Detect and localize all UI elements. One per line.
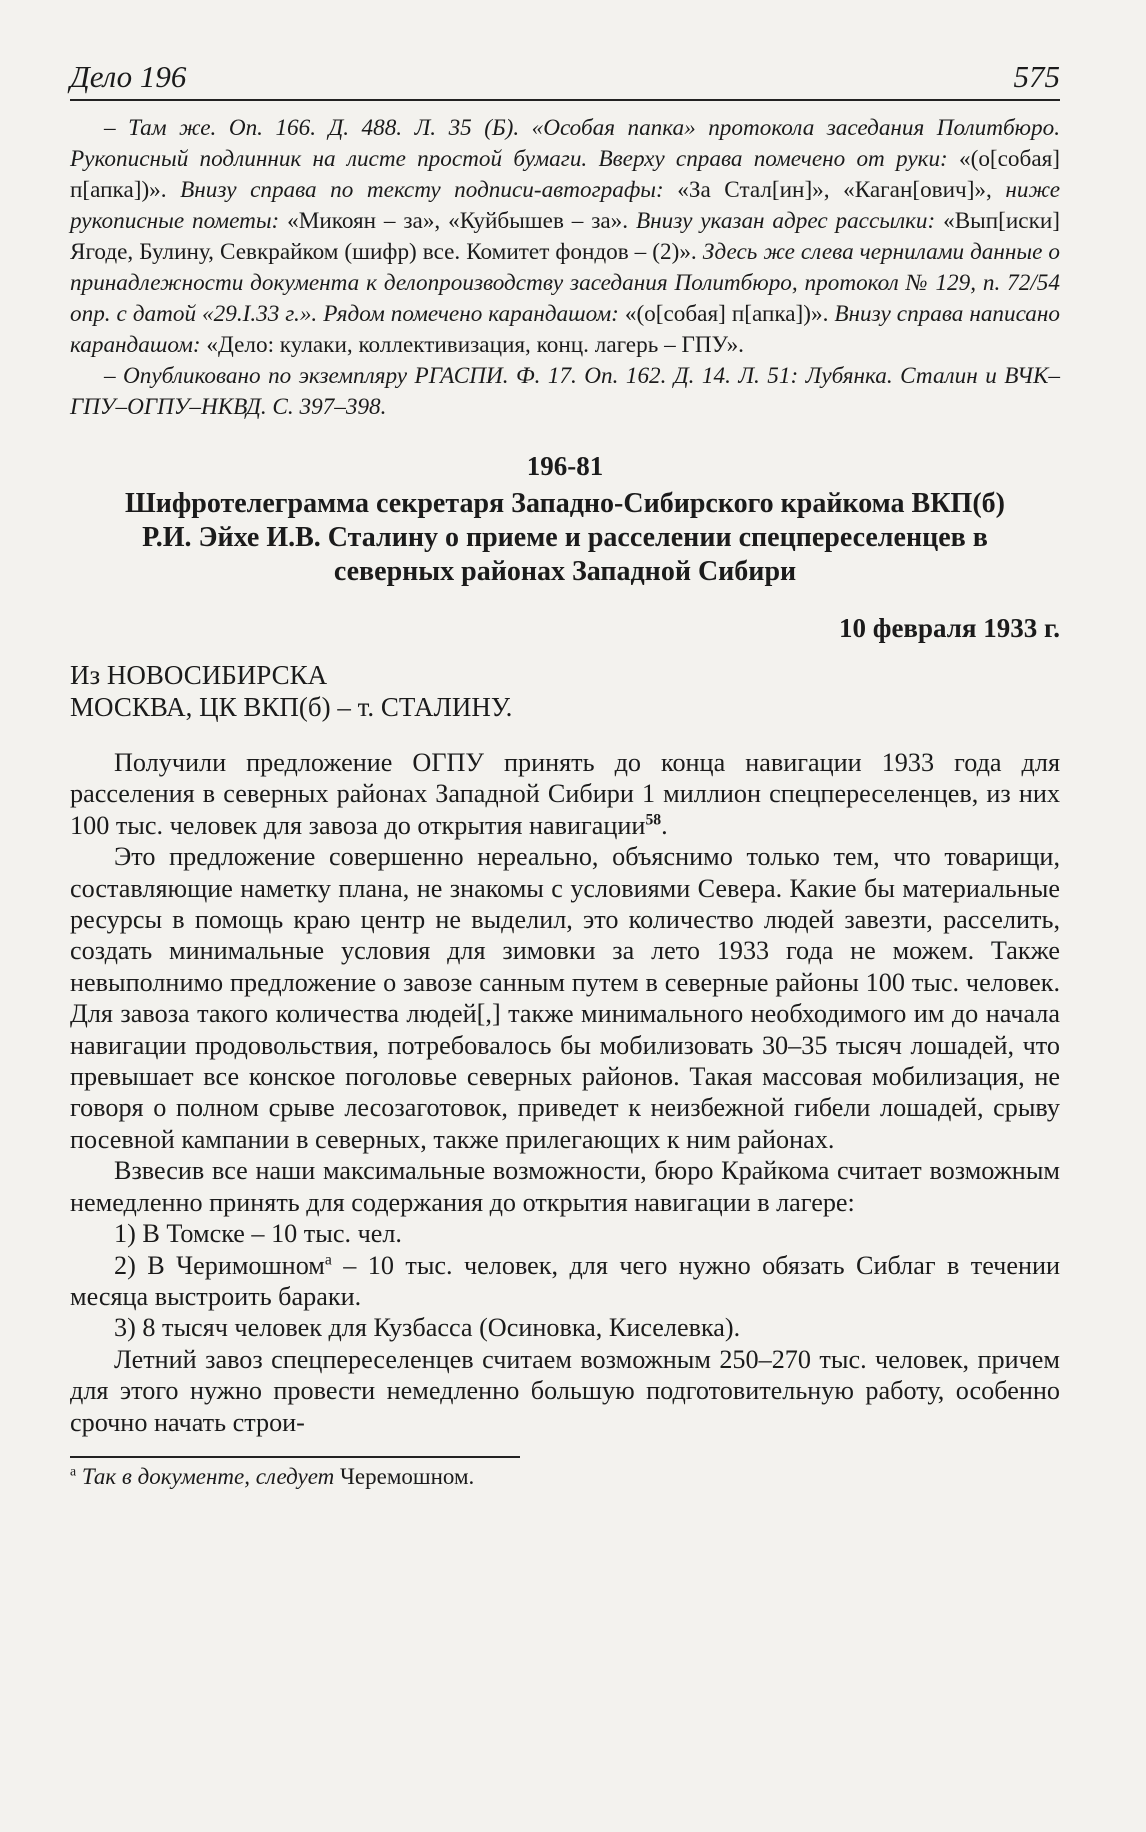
body-paragraph-2: Это предложение совершенно нереально, объяснимо только тем, что товарищи, составляющие наметку плана, не знакомы с условиями Севера. Какие бы материальные ресурсы в помощь краю центр не выделил, это количество людей завезти, расселить, создать минимальные условия для зимовки за лето 1933 года не можем. Также невыполнимо предложение о завозе санным путем в северные районы 100 тыс. человек. Для завоза такого количества людей[,] также минимального необходимого им до начала навигации продовольствия, потребовалось бы мобилизовать 30–35 тысяч лошадей, что превышает все конское поголовье северных районов. Такая массовая мобилизация, не говоря о полном срыве лесозаготовок, приведет к неизбежной гибели лошадей, срыву посевной кампании в северных, также прилегающих к ним районах.: [70, 842, 1060, 1154]
list-item-1: 1) В Томске – 10 тыс. чел.: [114, 1219, 402, 1249]
body-paragraph-3: Взвесив все наши максимальные возможности, бюро Крайкома считает возможным немедленно принять для содержания до открытия навигации в лагере:: [70, 1156, 1060, 1217]
list-item-3: 3) 8 тысяч человек для Кузбасса (Осиновка, Киселевка).: [114, 1313, 741, 1343]
footnote: $^а$ Так в документе, следует Черемошном.: [70, 1463, 475, 1489]
note-reference: 58: [645, 811, 662, 829]
publication-note: – Опубликовано по экземпляру РГАСПИ. Ф. 17. Оп. 162. Д. 14. Л. 51: Лубянка. Сталин и ВЧК–ГПУ–ОГПУ–НКВД. С. 397–398.: [70, 363, 1060, 420]
document-title: Шифротелеграмма секретаря Западно-Сибирского крайкома ВКП(б) Р.И. Эйхе И.В. Сталину о приеме и расселении спецпереселенцев в северных районах Западной Сибири: [125, 488, 1005, 587]
footnote-mark: а: [70, 1463, 77, 1479]
document-date: 10 февраля 1933 г.: [839, 613, 1060, 643]
archival-source-note: [70, 113, 1060, 423]
sender-line: Из НОВОСИБИРСКА: [70, 660, 328, 690]
case-number: Дело 196: [70, 59, 187, 94]
page: [70, 58, 1060, 1492]
recipient-line: МОСКВА, ЦК ВКП(б) – т. СТАЛИНУ.: [70, 692, 513, 722]
source-note-paragraph: – Там же. Оп. 166. Д. 488. Л. 35 (Б). «Особая папка» протокола заседания Политбюро. Рукописный подлинник на листе простой бумаги. Вверху справа помечено от руки: «(о[собая] п[апка])». Внизу справа по тексту подписи-автографы: «За Стал[ин]», «Каган[ович]», ниже рукописные пометы: «Микоян – за», «Куйбышев – за». Внизу указан адрес рассылки: «Вып[иски] Ягоде, Булину, Севкрайком (шифр) все. Комитет фондов – (2)». Здесь же слева чернилами данные о принадлежности документа к делопроизводству заседания Политбюро, протокол № 129, п. 72/54 опр. с датой «29.I.33 г.». Рядом помечено карандашом: «(о[собая] п[апка])». Внизу справа написано карандашом: «Дело: кулаки, коллективизация, конц. лагерь – ГПУ».: [70, 115, 1061, 358]
body-paragraph-1: Получили предложение ОГПУ принять до конца навигации 1933 года для расселения в северных районах Западной Сибири 1 миллион спецпереселенцев, из них 100 тыс. человек для завоза до открытия навигации$^{58}$.: [70, 748, 1060, 840]
page-number: 575: [1013, 59, 1060, 94]
document-body: [70, 747, 1060, 1438]
address-block: [70, 659, 1060, 723]
body-paragraph-4: Летний завоз спецпереселенцев считаем возможным 250–270 тыс. человек, причем для этого нужно провести немедленно большую подготовительную работу, особенно срочно начать строи-: [70, 1344, 1060, 1437]
running-header: [70, 58, 1060, 101]
document-number: 196-81: [526, 451, 604, 481]
footnote-marker: а: [324, 1250, 332, 1268]
list-item-2: 2) В Черимошном$^а$ – 10 тыс. человек, для чего нужно обязать Сиблаг в течении месяца выстроить бараки.: [70, 1250, 1060, 1311]
footnote-divider: [70, 1456, 520, 1458]
